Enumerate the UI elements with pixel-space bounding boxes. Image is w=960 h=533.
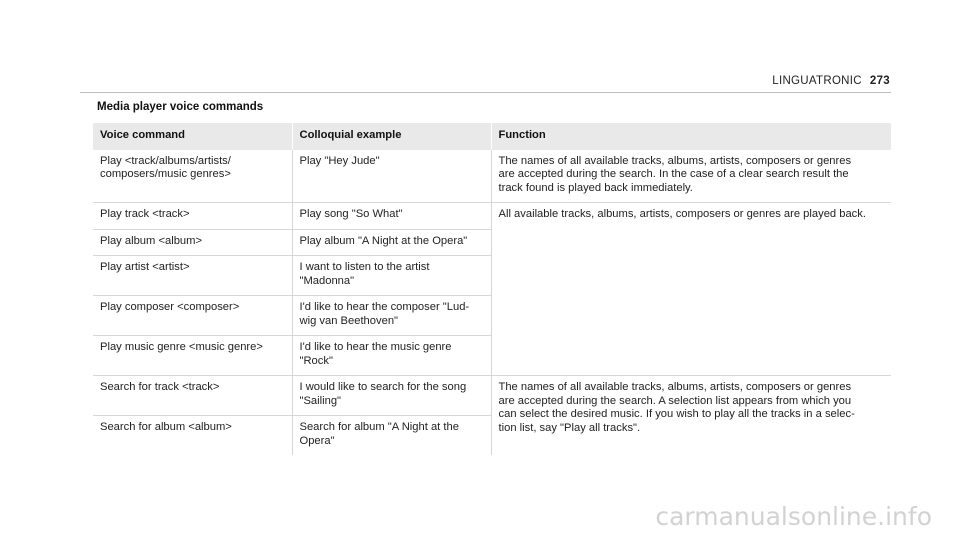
example-cell xyxy=(292,203,491,230)
table-row xyxy=(93,150,891,203)
example-cell xyxy=(292,150,491,203)
function-text-line: The names of all available tracks, albums, artists, composers or genres xyxy=(498,381,852,393)
example-text-line: I want to listen to the artist xyxy=(299,261,430,273)
command-text-line: Play artist <artist> xyxy=(100,261,190,273)
example-text-line: Play "Hey Jude" xyxy=(299,154,380,167)
command-text-line: Search for album <album> xyxy=(100,421,232,433)
example-text-line: Opera" xyxy=(299,434,335,447)
command-cell xyxy=(93,229,292,256)
example-cell xyxy=(292,296,491,336)
example-text-line: "Rock" xyxy=(299,354,333,367)
command-cell xyxy=(93,150,292,203)
function-text-line: tion list, say "Play all tracks". xyxy=(498,421,641,434)
example-text-line: Search for album "A Night at the xyxy=(299,421,459,433)
command-cell xyxy=(93,256,292,296)
example-text-line: I'd like to hear the music genre xyxy=(299,341,452,353)
example-text-line: I would like to search for the song xyxy=(299,381,467,393)
command-cell xyxy=(93,376,292,416)
watermark: carmanualsonline.info xyxy=(655,502,932,531)
function-text-line: The names of all available tracks, albums, artists, composers or genres xyxy=(498,154,852,167)
running-head-section: LINGUATRONIC xyxy=(772,75,862,87)
table-header-row xyxy=(93,123,891,150)
example-cell xyxy=(292,256,491,296)
command-text-line: Play album <album> xyxy=(100,234,202,247)
header-function: Function xyxy=(491,123,891,150)
example-cell xyxy=(292,336,491,376)
example-cell xyxy=(292,416,491,456)
command-text-line: composers/music genres> xyxy=(100,168,231,180)
command-text-line: Play track <track> xyxy=(100,208,190,220)
example-text-line: "Sailing" xyxy=(299,394,342,407)
header-colloquial-example: Colloquial example xyxy=(292,123,491,150)
voice-commands-table xyxy=(93,123,891,455)
command-text-line: Play composer <composer> xyxy=(100,301,240,313)
section-title: Media player voice commands xyxy=(97,101,264,113)
function-text-line: All available tracks, albums, artists, composers or genres are played back. xyxy=(498,208,866,220)
function-cell xyxy=(491,203,891,376)
command-cell xyxy=(93,336,292,376)
running-head xyxy=(772,75,890,87)
command-text-line: Search for track <track> xyxy=(100,381,220,393)
page-number: 273 xyxy=(869,75,890,87)
command-cell xyxy=(93,416,292,456)
function-cell xyxy=(491,150,891,203)
function-cell xyxy=(491,376,891,456)
command-text-line: Play <track/albums/artists/ xyxy=(100,154,231,167)
example-text-line: I'd like to hear the composer "Lud- xyxy=(299,301,470,313)
example-text-line: wig van Beethoven" xyxy=(299,314,399,327)
header-rule xyxy=(80,92,891,93)
command-cell xyxy=(93,203,292,230)
function-text-line: can select the desired music. If you wish to play all the tracks in a selec- xyxy=(498,408,855,420)
example-cell xyxy=(292,376,491,416)
command-cell xyxy=(93,296,292,336)
table-row xyxy=(93,203,891,230)
example-text-line: "Madonna" xyxy=(299,274,355,287)
command-text-line: Play music genre <music genre> xyxy=(100,341,263,353)
function-text-line: track found is played back immediately. xyxy=(498,181,693,194)
table-row xyxy=(93,376,891,416)
function-text-line: are accepted during the search. In the case of a clear search result the xyxy=(498,168,849,180)
example-cell xyxy=(292,229,491,256)
function-text-line: are accepted during the search. A selection list appears from which you xyxy=(498,394,852,407)
example-text-line: Play song "So What" xyxy=(299,208,403,220)
example-text-line: Play album "A Night at the Opera" xyxy=(299,234,468,247)
header-voice-command: Voice command xyxy=(93,123,292,150)
